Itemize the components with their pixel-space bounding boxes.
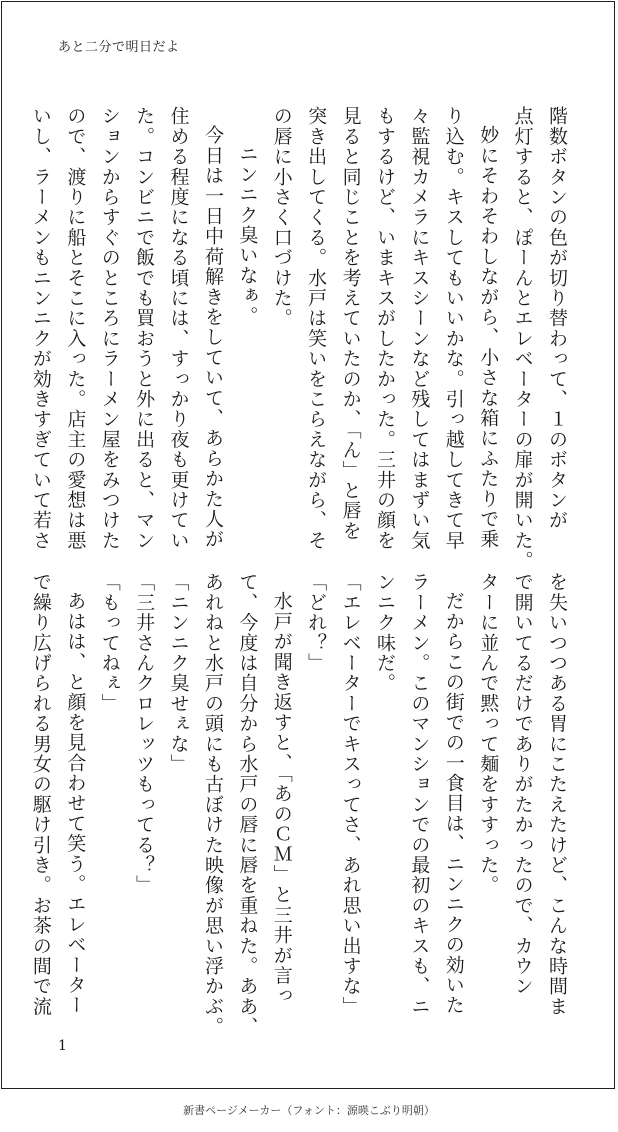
text-line: 「三井さんクロレッツもってる？」 [133, 572, 156, 896]
text-line: り込む。キスしてもいいかな。引っ越してきて早 [442, 106, 465, 551]
text-line: で繰り広げられる男女の駆け引き。お茶の間で流 [29, 572, 52, 1017]
text-line: 階数ボタンの色が切り替わって、１のボタンが [546, 106, 568, 531]
text-line: た。コンビニで飯でも買おうと外に出ると、マン [133, 106, 156, 551]
text-line: て、今度は自分から水戸の唇に唇を重ねた。ああ、 [236, 572, 259, 1037]
text-line: の唇に小さく口づけた。 [270, 106, 293, 329]
text-line: ニンニク臭いなぁ。 [236, 144, 259, 326]
text-line: 点灯すると、ぽーんとエレベーターの扉が開いた。 [511, 106, 534, 571]
text-line: あれねと水戸の頭にも古ぼけた映像が思い浮かぶ。 [201, 572, 224, 1037]
text-line: 々監視カメラにキスシーンなど残してはまずい気 [408, 106, 431, 551]
text-line: だからこの街での一食目は、ニンニクの効いた [442, 591, 465, 1016]
page-number: 1 [58, 1038, 67, 1054]
text-line: ンニク味だ。 [373, 572, 396, 694]
text-line: 妙にそわそわしながら、小さな箱にふたりで乗 [477, 125, 500, 550]
text-line: 今日は一日中荷解きをしていて、あらかた人が [201, 125, 224, 550]
text-line: 「エレベーターでキスってさ、あれ思い出すな」 [339, 572, 362, 1017]
text-line: を失いつつある胃にこたえたけど、こんな時間ま [546, 572, 568, 1017]
text-line: 「ニンニク臭せぇな」 [167, 572, 190, 774]
text-line: ターに並んで黙って麺をすすった。 [477, 572, 500, 896]
text-block-top [29, 106, 574, 571]
text-line: で開いてるだけでありがたかったので、カウン [511, 572, 534, 997]
page-frame [1, 1, 615, 1089]
text-line: 突き出してくる。水戸は笑いをこらえながら、そ [305, 106, 328, 551]
running-head: あと二分で明日だよ [58, 40, 180, 55]
text-line: ションからすぐのところにラーメン屋をみつけた [98, 106, 121, 551]
text-line: あはは、と顔を見合わせて笑う。エレベーター [64, 591, 87, 1016]
text-line: 住める程度になる頃には、すっかり夜も更けてい [167, 106, 190, 551]
text-block-bottom [29, 572, 574, 1037]
text-line: もするけど、いまキスがしたかった。三井の顔を [373, 106, 396, 551]
footer-credit: 新書ページメーカー（フォント：源暎こぶり明朝） [183, 1104, 435, 1117]
text-line: 「どれ？」 [305, 572, 328, 673]
text-line: 水戸が聞き返すと、「あのＣＭ」と三井が言っ [270, 591, 293, 1006]
text-line: ラーメン。このマンションでの最初のキスも、ニ [408, 572, 431, 1017]
text-line: いし、ラーメンもニンニクが効きすぎていて若さ [29, 106, 52, 551]
text-line: 「もってねぇ」 [98, 572, 121, 714]
text-line: ので、渡りに船とそこに入った。店主の愛想は悪 [64, 106, 87, 551]
text-line: 見ると同じことを考えていたのか、「ん」と唇を [339, 106, 362, 541]
